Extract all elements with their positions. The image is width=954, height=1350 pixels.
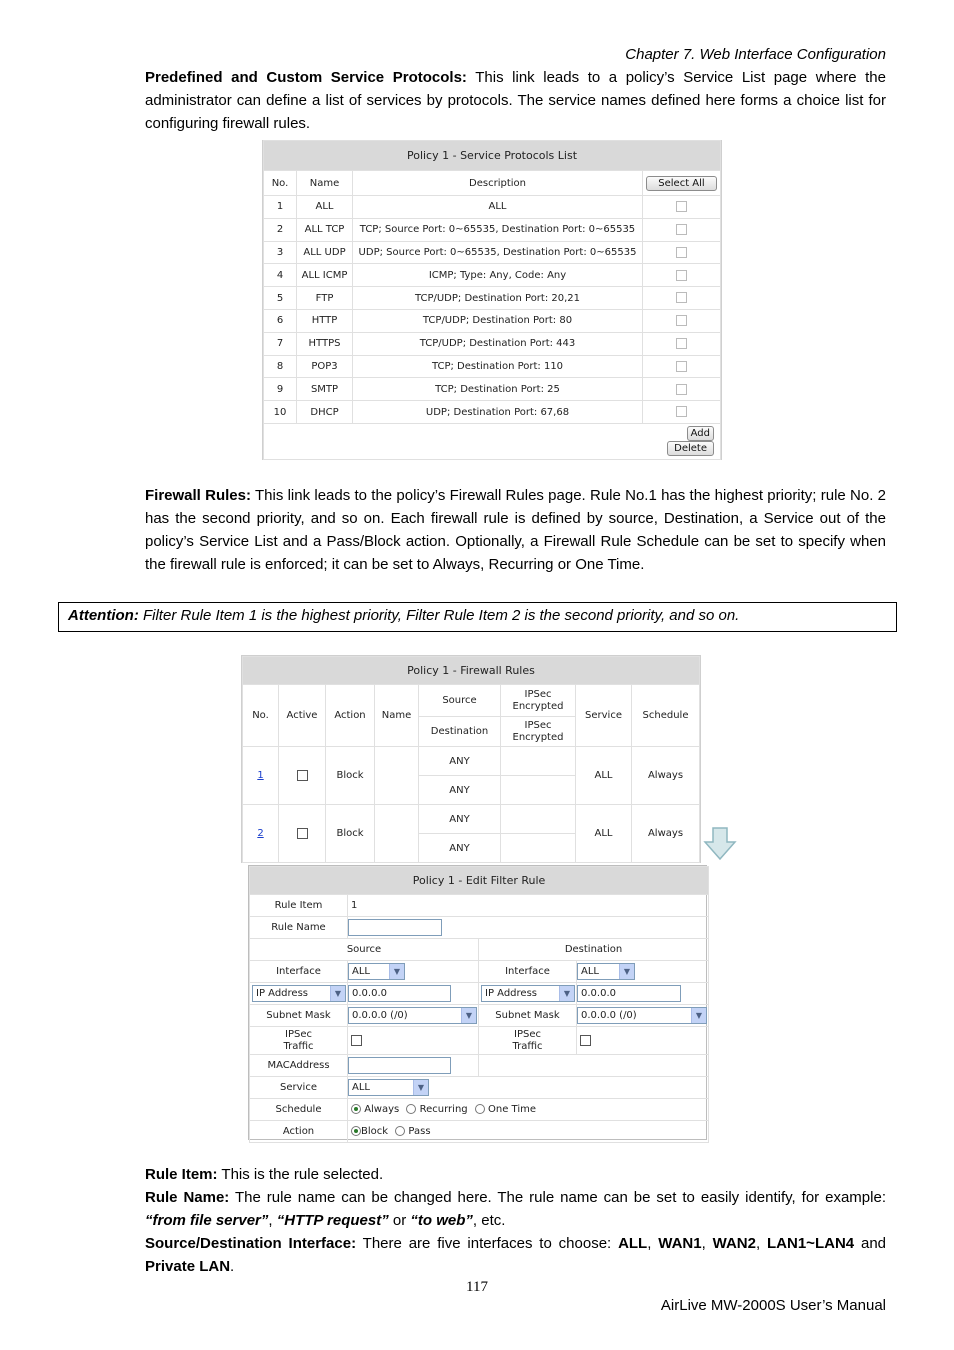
service-select-checkbox[interactable] — [676, 384, 687, 395]
service-description: UDP; Source Port: 0~65535, Destination Port: 0~65535 — [353, 241, 643, 264]
rule-ipsec-dst — [501, 834, 576, 863]
rule-no-link[interactable]: 2 — [257, 828, 264, 839]
action-label: Action — [250, 1121, 348, 1143]
service-select[interactable]: ALL ▼ — [348, 1079, 429, 1096]
service-no: 3 — [264, 241, 297, 264]
firewall-rules-panel — [241, 655, 701, 863]
dst-address-type-select[interactable]: IP Address ▼ — [481, 985, 575, 1002]
schedule-always-label: Always — [364, 1104, 400, 1115]
service-select-checkbox[interactable] — [676, 201, 687, 212]
text-service-protocols: This link leads to a policy’s Service List page where the administrator can define a list of services by protocols. The service names defined here forms a choice list for configuring firewall rules. — [145, 69, 886, 132]
table-row — [243, 805, 700, 834]
chevron-down-icon: ▼ — [389, 964, 404, 979]
fw-col-service: Service — [576, 685, 632, 747]
attention-box — [58, 602, 897, 632]
service-no: 5 — [264, 287, 297, 310]
service-no: 1 — [264, 196, 297, 219]
service-select-checkbox[interactable] — [676, 338, 687, 349]
service-description: TCP/UDP; Destination Port: 20,21 — [353, 287, 643, 310]
chevron-down-icon: ▼ — [330, 986, 345, 1001]
src-address-type-select[interactable]: IP Address ▼ — [252, 985, 346, 1002]
service-no: 4 — [264, 264, 297, 287]
rule-schedule: Always — [632, 747, 700, 805]
service-select-checkbox[interactable] — [676, 247, 687, 258]
destination-heading: Destination — [479, 939, 709, 961]
src-ip-input[interactable]: 0.0.0.0 — [348, 985, 451, 1002]
service-description: TCP; Destination Port: 25 — [353, 378, 643, 401]
service-name: HTTP — [297, 309, 353, 332]
service-name: POP3 — [297, 355, 353, 378]
dst-interface-select[interactable]: ALL ▼ — [577, 963, 635, 980]
rule-active-checkbox[interactable] — [297, 828, 308, 839]
service-list-title: Policy 1 - Service Protocols List — [264, 141, 721, 171]
service-name: ALL UDP — [297, 241, 353, 264]
rule-destination: ANY — [419, 776, 501, 805]
fw-col-action: Action — [326, 685, 375, 747]
rule-service: ALL — [576, 747, 632, 805]
service-description: ALL — [353, 196, 643, 219]
service-protocols-table — [263, 140, 721, 460]
service-select-checkbox[interactable] — [676, 224, 687, 235]
paragraph-service-protocols — [145, 66, 886, 135]
action-block-radio[interactable] — [351, 1126, 361, 1136]
fw-col-active: Active — [279, 685, 326, 747]
rule-action: Block — [326, 747, 375, 805]
rule-name-desc: Rule Name: The rule name can be changed here. The rule name can be set to easily identify, for example: “from file server”, “HTTP request” or “to web”, etc. — [145, 1189, 886, 1229]
schedule-always-radio[interactable] — [351, 1104, 361, 1114]
fw-col-ipsec-src: IPSec Encrypted — [501, 685, 576, 717]
service-no: 10 — [264, 401, 297, 424]
src-ipsec-label: IPSec Traffic — [250, 1027, 348, 1055]
schedule-recurring-radio[interactable] — [406, 1104, 416, 1114]
rule-schedule: Always — [632, 805, 700, 863]
service-no: 6 — [264, 309, 297, 332]
table-row — [264, 309, 721, 332]
fw-col-no: No. — [243, 685, 279, 747]
interface-desc: Source/Destination Interface: There are five interfaces to choose: ALL, WAN1, WAN2, LAN1~LAN4 and Private LAN. — [145, 1235, 887, 1275]
edit-rule-title: Policy 1 - Edit Filter Rule — [250, 867, 709, 895]
fw-col-source: Source — [419, 685, 501, 717]
rule-ipsec-src — [501, 805, 576, 834]
paragraph-firewall-rules — [145, 484, 886, 576]
select-all-button[interactable]: Select All — [646, 176, 716, 191]
service-name: DHCP — [297, 401, 353, 424]
dst-ipsec-checkbox[interactable] — [580, 1035, 591, 1046]
col-select — [643, 171, 721, 196]
service-description: TCP/UDP; Destination Port: 443 — [353, 332, 643, 355]
rule-ipsec-dst — [501, 776, 576, 805]
rule-item-desc: Rule Item: This is the rule selected. — [145, 1166, 384, 1183]
rule-source: ANY — [419, 805, 501, 834]
rule-service: ALL — [576, 805, 632, 863]
rule-name-input[interactable] — [348, 919, 442, 936]
col-no: No. — [264, 171, 297, 196]
attention-label: Attention: — [68, 607, 139, 624]
firewall-rules-table — [242, 656, 700, 863]
fw-col-ipsec-dst: IPSec Encrypted — [501, 717, 576, 747]
rule-source: ANY — [419, 747, 501, 776]
fw-col-name: Name — [375, 685, 419, 747]
delete-button[interactable]: Delete — [667, 441, 714, 456]
page-number: 117 — [466, 1279, 488, 1295]
service-no: 9 — [264, 378, 297, 401]
chevron-down-icon: ▼ — [413, 1080, 428, 1095]
service-select-checkbox[interactable] — [676, 315, 687, 326]
table-row — [264, 196, 721, 219]
dst-interface-label: Interface — [479, 961, 577, 983]
rule-action: Block — [326, 805, 375, 863]
action-pass-label: Pass — [408, 1126, 431, 1137]
mac-address-label: MACAddress — [250, 1055, 348, 1077]
action-block-label: Block — [361, 1126, 389, 1137]
add-button[interactable]: Add — [687, 426, 714, 441]
attention-text: Filter Rule Item 1 is the highest priority, Filter Rule Item 2 is the second priority, and so on. — [138, 607, 740, 624]
fw-col-schedule: Schedule — [632, 685, 700, 747]
rule-destination: ANY — [419, 834, 501, 863]
table-row — [264, 287, 721, 310]
src-subnet-select[interactable]: 0.0.0.0 (/0) ▼ — [348, 1007, 477, 1024]
service-name: ALL TCP — [297, 218, 353, 241]
service-no: 8 — [264, 355, 297, 378]
service-select-checkbox[interactable] — [676, 406, 687, 417]
edit-filter-rule-table — [249, 866, 709, 1143]
table-row — [243, 747, 700, 776]
service-select-checkbox[interactable] — [676, 270, 687, 281]
rule-active-checkbox[interactable] — [297, 770, 308, 781]
col-description: Description — [353, 171, 643, 196]
col-name: Name — [297, 171, 353, 196]
service-description: UDP; Destination Port: 67,68 — [353, 401, 643, 424]
schedule-recurring-label: Recurring — [419, 1104, 468, 1115]
src-ipsec-checkbox[interactable] — [351, 1035, 362, 1046]
schedule-label: Schedule — [250, 1099, 348, 1121]
table-row — [264, 241, 721, 264]
dst-ip-input[interactable]: 0.0.0.0 — [577, 985, 681, 1002]
action-pass-radio[interactable] — [395, 1126, 405, 1136]
service-select-checkbox[interactable] — [676, 361, 687, 372]
rule-name — [375, 747, 419, 805]
service-name: HTTPS — [297, 332, 353, 355]
rule-name-label: Rule Name — [250, 917, 348, 939]
service-label: Service — [250, 1077, 348, 1099]
source-heading: Source — [250, 939, 479, 961]
chevron-down-icon: ▼ — [559, 986, 574, 1001]
fw-col-destination: Destination — [419, 717, 501, 747]
service-no: 2 — [264, 218, 297, 241]
dst-subnet-select[interactable]: 0.0.0.0 (/0) ▼ — [577, 1007, 707, 1024]
service-select-checkbox[interactable] — [676, 292, 687, 303]
term-service-protocols: Predefined and Custom Service Protocols: — [145, 69, 467, 86]
text-firewall-rules: This link leads to the policy’s Firewall Rules page. Rule No.1 has the highest priority; rule No. 2 has the second priority, and so on. Each firewall rule is defined by source, Destination, a Service out of the policy’s Service List and a Pass/Block action. Optionally, a Firewall Rule Schedule can be set to specify when the firewall rule is enforced; it can be set to Always, Recurring or One Time. — [145, 487, 886, 573]
chevron-down-icon: ▼ — [619, 964, 634, 979]
term-firewall-rules: Firewall Rules: — [145, 487, 251, 504]
table-row — [264, 332, 721, 355]
mac-address-input[interactable] — [348, 1057, 451, 1074]
service-name: ALL — [297, 196, 353, 219]
action-options — [348, 1121, 709, 1143]
service-description: ICMP; Type: Any, Code: Any — [353, 264, 643, 287]
service-name: FTP — [297, 287, 353, 310]
table-row — [264, 218, 721, 241]
rule-ipsec-src — [501, 747, 576, 776]
manual-title: AirLive MW-2000S User’s Manual — [660, 1297, 886, 1314]
src-interface-label: Interface — [250, 961, 348, 983]
chevron-down-icon: ▼ — [691, 1008, 706, 1023]
rule-item-label: Rule Item — [250, 895, 348, 917]
paragraph-rule-fields — [145, 1163, 886, 1278]
schedule-one-time-label: One Time — [488, 1104, 537, 1115]
src-subnet-label: Subnet Mask — [250, 1005, 348, 1027]
dst-subnet-label: Subnet Mask — [479, 1005, 577, 1027]
schedule-options — [348, 1099, 709, 1121]
schedule-one-time-radio[interactable] — [475, 1104, 485, 1114]
service-description: TCP; Source Port: 0~65535, Destination Port: 0~65535 — [353, 218, 643, 241]
table-row — [264, 401, 721, 424]
service-name: SMTP — [297, 378, 353, 401]
dst-ipsec-label: IPSec Traffic — [479, 1027, 577, 1055]
chevron-down-icon: ▼ — [461, 1008, 476, 1023]
service-protocols-panel — [262, 140, 722, 460]
service-no: 7 — [264, 332, 297, 355]
firewall-rules-title: Policy 1 - Firewall Rules — [243, 657, 700, 685]
rule-no-link[interactable]: 1 — [257, 770, 264, 781]
table-row — [264, 355, 721, 378]
service-description: TCP/UDP; Destination Port: 80 — [353, 309, 643, 332]
edit-filter-rule-panel — [248, 865, 707, 1140]
src-interface-select[interactable]: ALL ▼ — [348, 963, 405, 980]
service-name: ALL ICMP — [297, 264, 353, 287]
table-row — [264, 264, 721, 287]
arrow-down-icon — [703, 826, 737, 862]
chapter-header: Chapter 7. Web Interface Configuration — [625, 46, 886, 63]
rule-item-value: 1 — [348, 895, 709, 917]
rule-name — [375, 805, 419, 863]
table-row — [264, 378, 721, 401]
service-description: TCP; Destination Port: 110 — [353, 355, 643, 378]
